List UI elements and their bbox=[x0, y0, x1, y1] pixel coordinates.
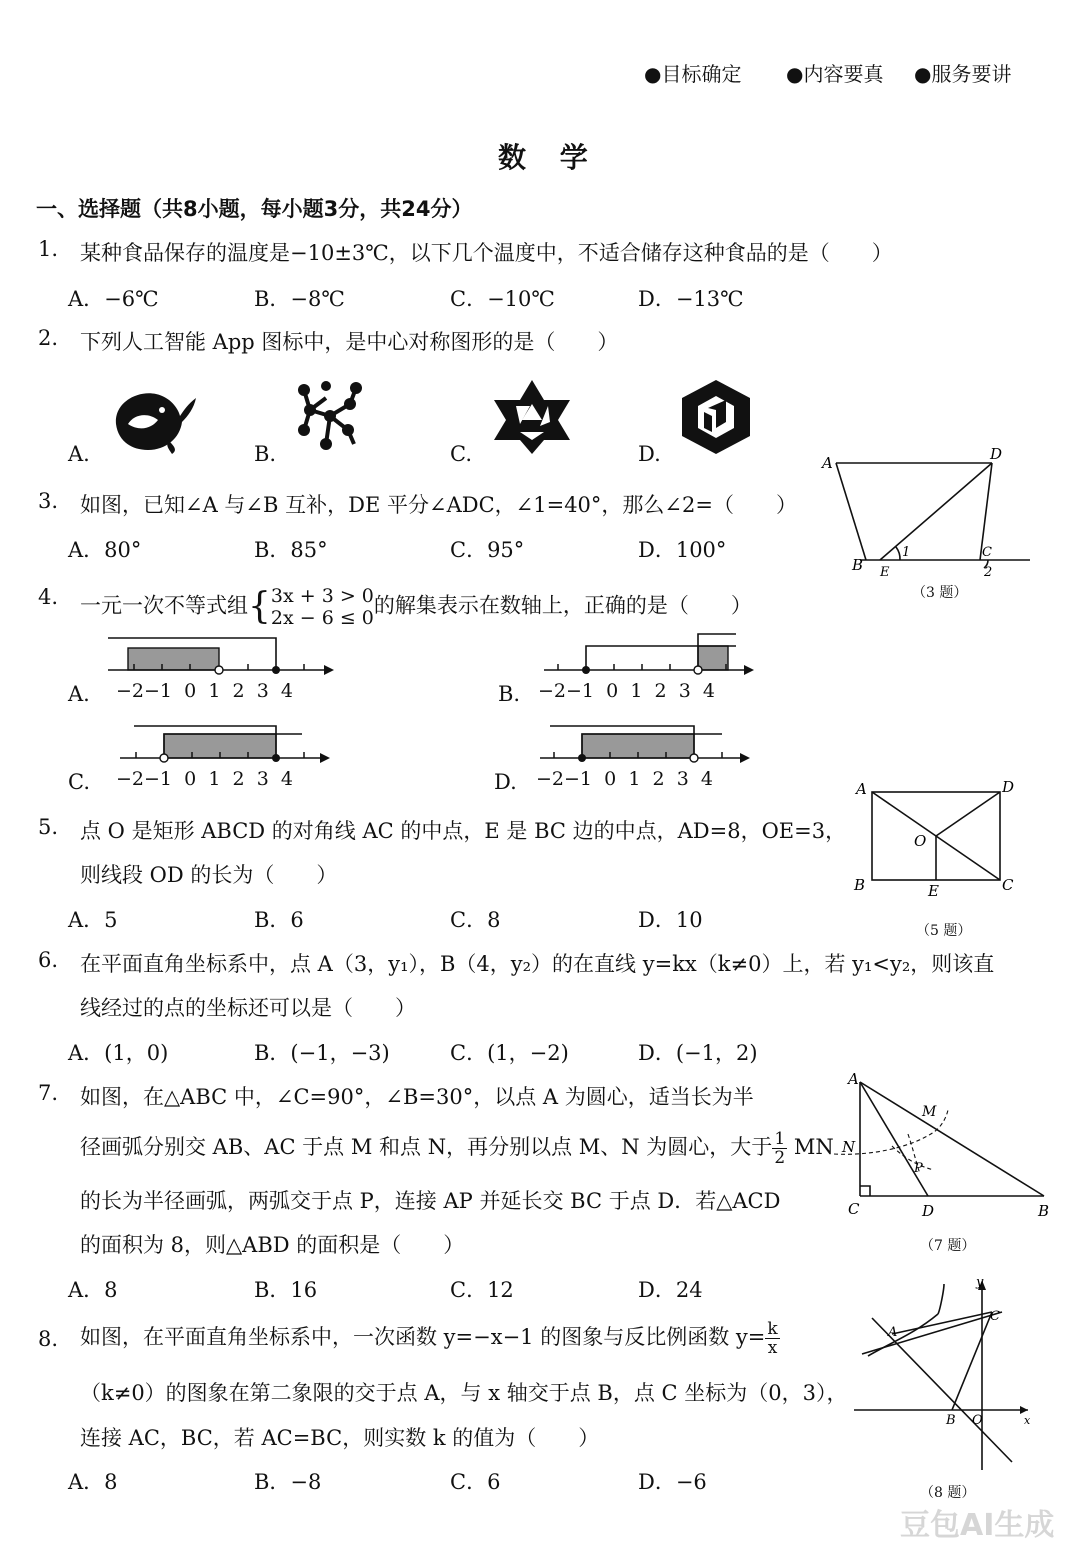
q8-label-a: A bbox=[888, 1325, 898, 1340]
q7-caption: （7 题） bbox=[920, 1238, 976, 1254]
q7-label-p: P bbox=[914, 1161, 923, 1176]
star-hexagram-icon bbox=[490, 376, 574, 456]
q8-number: 8. bbox=[38, 1327, 59, 1351]
q4-axis-labels-b: −2−1 0 1 2 3 4 bbox=[538, 680, 715, 702]
q5-label-b: B bbox=[854, 876, 866, 894]
q7-option-c[interactable]: C．12 bbox=[450, 1278, 514, 1302]
q5-option-a[interactable]: A．5 bbox=[68, 908, 118, 932]
q4-numberline-a bbox=[104, 628, 344, 678]
q4-option-c[interactable]: C. bbox=[68, 770, 90, 794]
q4-option-d[interactable]: D. bbox=[494, 770, 517, 794]
q8-option-d[interactable]: D．−6 bbox=[638, 1470, 707, 1494]
q7-label-a: A bbox=[848, 1070, 859, 1088]
watermark: 豆包AI生成 bbox=[900, 1508, 1055, 1543]
q1-option-c[interactable]: C．−10℃ bbox=[450, 287, 555, 311]
q5-option-b[interactable]: B．6 bbox=[254, 908, 304, 932]
q2-option-a[interactable]: A. bbox=[68, 442, 90, 466]
q3-number: 3. bbox=[38, 489, 59, 513]
q6-stem-line2: 线经过的点的坐标还可以是（ ） bbox=[80, 996, 416, 1020]
q3-option-b[interactable]: B．85° bbox=[254, 538, 328, 562]
q7-stem-line4: 的面积为 8，则△ABD 的面积是（ ） bbox=[80, 1233, 465, 1257]
q5-stem-line2: 则线段 OD 的长为（ ） bbox=[80, 863, 338, 887]
q3-label-d: D bbox=[990, 446, 1003, 463]
q4-axis-labels-d: −2−1 0 1 2 3 4 bbox=[536, 768, 713, 790]
q8-option-a[interactable]: A．8 bbox=[68, 1470, 118, 1494]
q3-option-d[interactable]: D．100° bbox=[638, 538, 727, 562]
q7-option-d[interactable]: D．24 bbox=[638, 1278, 703, 1302]
q7-number: 7. bbox=[38, 1081, 59, 1105]
q8-stem-line2: （k≠0）的图象在第二象限的交于点 A，与 x 轴交于点 B，点 C 坐标为（0，3）， bbox=[80, 1381, 848, 1405]
q7-label-n: N bbox=[842, 1138, 856, 1156]
q7-label-m: M bbox=[922, 1104, 937, 1120]
q4-numberline-d bbox=[536, 716, 760, 766]
q7-label-b: B bbox=[1038, 1202, 1050, 1220]
q1-number: 1. bbox=[38, 237, 59, 261]
q8-label-x: x bbox=[1024, 1414, 1031, 1427]
q3-label-a: A bbox=[822, 454, 833, 472]
q2-stem: 下列人工智能 App 图标中，是中心对称图形的是（ ） bbox=[80, 330, 619, 354]
network-nodes-icon bbox=[290, 380, 368, 452]
whale-logo-icon bbox=[108, 384, 202, 458]
header-tag-content: ●内容要真 bbox=[786, 62, 884, 86]
q5-caption: （5 题） bbox=[916, 923, 972, 939]
q3-option-c[interactable]: C．95° bbox=[450, 538, 525, 562]
q8-caption: （8 题） bbox=[920, 1485, 976, 1501]
q7-option-b[interactable]: B．16 bbox=[254, 1278, 318, 1302]
q6-option-a[interactable]: A．(1，0) bbox=[68, 1041, 169, 1065]
q8-stem: 如图，在平面直角坐标系中，一次函数 y=−x−1 的图象与反比例函数 y= $\frac{k}{x}$ bbox=[80, 1319, 778, 1358]
q3-caption: （3 题） bbox=[912, 585, 968, 601]
q7-figure bbox=[830, 1070, 1060, 1230]
q5-stem: 点 O 是矩形 ABCD 的对角线 AC 的中点，E 是 BC 边的中点，AD=8，OE=3， bbox=[80, 819, 847, 843]
q7-label-c: C bbox=[848, 1200, 860, 1218]
q3-figure bbox=[816, 446, 1040, 580]
q8-stem-line3: 连接 AC，BC，若 AC=BC，则实数 k 的值为（ ） bbox=[80, 1426, 600, 1450]
hexagon-cube-icon bbox=[678, 378, 754, 454]
q4-number: 4. bbox=[38, 585, 59, 609]
q7-stem: 如图，在△ABC 中，∠C=90°，∠B=30°，以点 A 为圆心，适当长为半 bbox=[80, 1085, 754, 1109]
q8-label-o: O bbox=[972, 1413, 983, 1428]
q5-label-a: A bbox=[856, 780, 867, 798]
q6-number: 6. bbox=[38, 948, 59, 972]
q4-axis-labels-a: −2−1 0 1 2 3 4 bbox=[116, 680, 293, 702]
q1-option-b[interactable]: B．−8℃ bbox=[254, 287, 345, 311]
q2-option-b[interactable]: B. bbox=[254, 442, 277, 466]
q6-stem: 在平面直角坐标系中，点 A（3，y₁），B（4，y₂）的在直线 y=kx（k≠0）上，若 y₁<y₂，则该直 bbox=[80, 952, 995, 976]
q2-option-c[interactable]: C. bbox=[450, 442, 472, 466]
q6-option-c[interactable]: C．(1，−2) bbox=[450, 1041, 569, 1065]
q4-option-a[interactable]: A. bbox=[68, 682, 90, 706]
q3-label-b: B bbox=[852, 556, 864, 574]
q5-number: 5. bbox=[38, 815, 59, 839]
q1-option-a[interactable]: A．−6℃ bbox=[68, 287, 159, 311]
q8-option-b[interactable]: B．−8 bbox=[254, 1470, 322, 1494]
q3-label-1: 1 bbox=[902, 545, 911, 560]
q7-stem-line2: 径画弧分别交 AB、AC 于点 M 和点 N，再分别以点 M、N 为圆心，大于 $\frac{1}{2}$ MN bbox=[80, 1129, 834, 1168]
q5-option-c[interactable]: C．8 bbox=[450, 908, 501, 932]
header-tag-service: ●服务要讲 bbox=[914, 62, 1012, 86]
q8-option-c[interactable]: C．6 bbox=[450, 1470, 501, 1494]
q7-option-a[interactable]: A．8 bbox=[68, 1278, 118, 1302]
q8-label-c: C bbox=[990, 1309, 1000, 1324]
q5-label-d: D bbox=[1002, 778, 1015, 796]
q3-label-e: E bbox=[880, 565, 890, 580]
q4-option-b[interactable]: B. bbox=[498, 682, 521, 706]
q6-option-d[interactable]: D．(−1，2) bbox=[638, 1041, 758, 1065]
q5-figure bbox=[852, 776, 1028, 900]
q6-option-b[interactable]: B．(−1，−3) bbox=[254, 1041, 390, 1065]
q5-label-c: C bbox=[1002, 876, 1014, 894]
page-title: 数 学 bbox=[498, 141, 600, 174]
q3-stem: 如图，已知∠A 与∠B 互补，DE 平分∠ADC，∠1=40°，那么∠2=（ ） bbox=[80, 493, 797, 517]
section-heading: 一、选择题（共8小题，每小题3分，共24分） bbox=[36, 197, 473, 221]
q3-label-2: 2 bbox=[984, 565, 993, 580]
q1-stem: 某种食品保存的温度是−10±3℃，以下几个温度中，不适合储存这种食品的是（ ） bbox=[80, 241, 893, 265]
q2-number: 2. bbox=[38, 326, 59, 350]
q3-option-a[interactable]: A．80° bbox=[68, 538, 142, 562]
q7-stem-line3: 的长为半径画弧，两弧交于点 P，连接 AP 并延长交 BC 于点 D．若△ACD bbox=[80, 1189, 781, 1213]
q1-option-d[interactable]: D．−13℃ bbox=[638, 287, 744, 311]
q3-label-c: C bbox=[982, 545, 992, 560]
q5-label-o: O bbox=[914, 832, 927, 850]
q4-axis-labels-c: −2−1 0 1 2 3 4 bbox=[116, 768, 293, 790]
q7-label-d: D bbox=[922, 1202, 935, 1220]
q4-numberline-c bbox=[116, 716, 340, 766]
q2-option-d[interactable]: D. bbox=[638, 442, 661, 466]
q8-label-y: y bbox=[976, 1275, 984, 1290]
q8-figure bbox=[852, 1270, 1042, 1480]
q8-label-b: B bbox=[946, 1413, 956, 1428]
q5-option-d[interactable]: D．10 bbox=[638, 908, 703, 932]
q4-stem: 一元一次不等式组{ 3x + 3 > 0 2x − 6 ≤ 0 的解集表示在数轴上，正确的是（ ） bbox=[80, 585, 752, 629]
q5-label-e: E bbox=[928, 882, 939, 900]
header-tag-target: ●目标确定 bbox=[644, 62, 742, 86]
q4-numberline-b bbox=[540, 628, 764, 678]
